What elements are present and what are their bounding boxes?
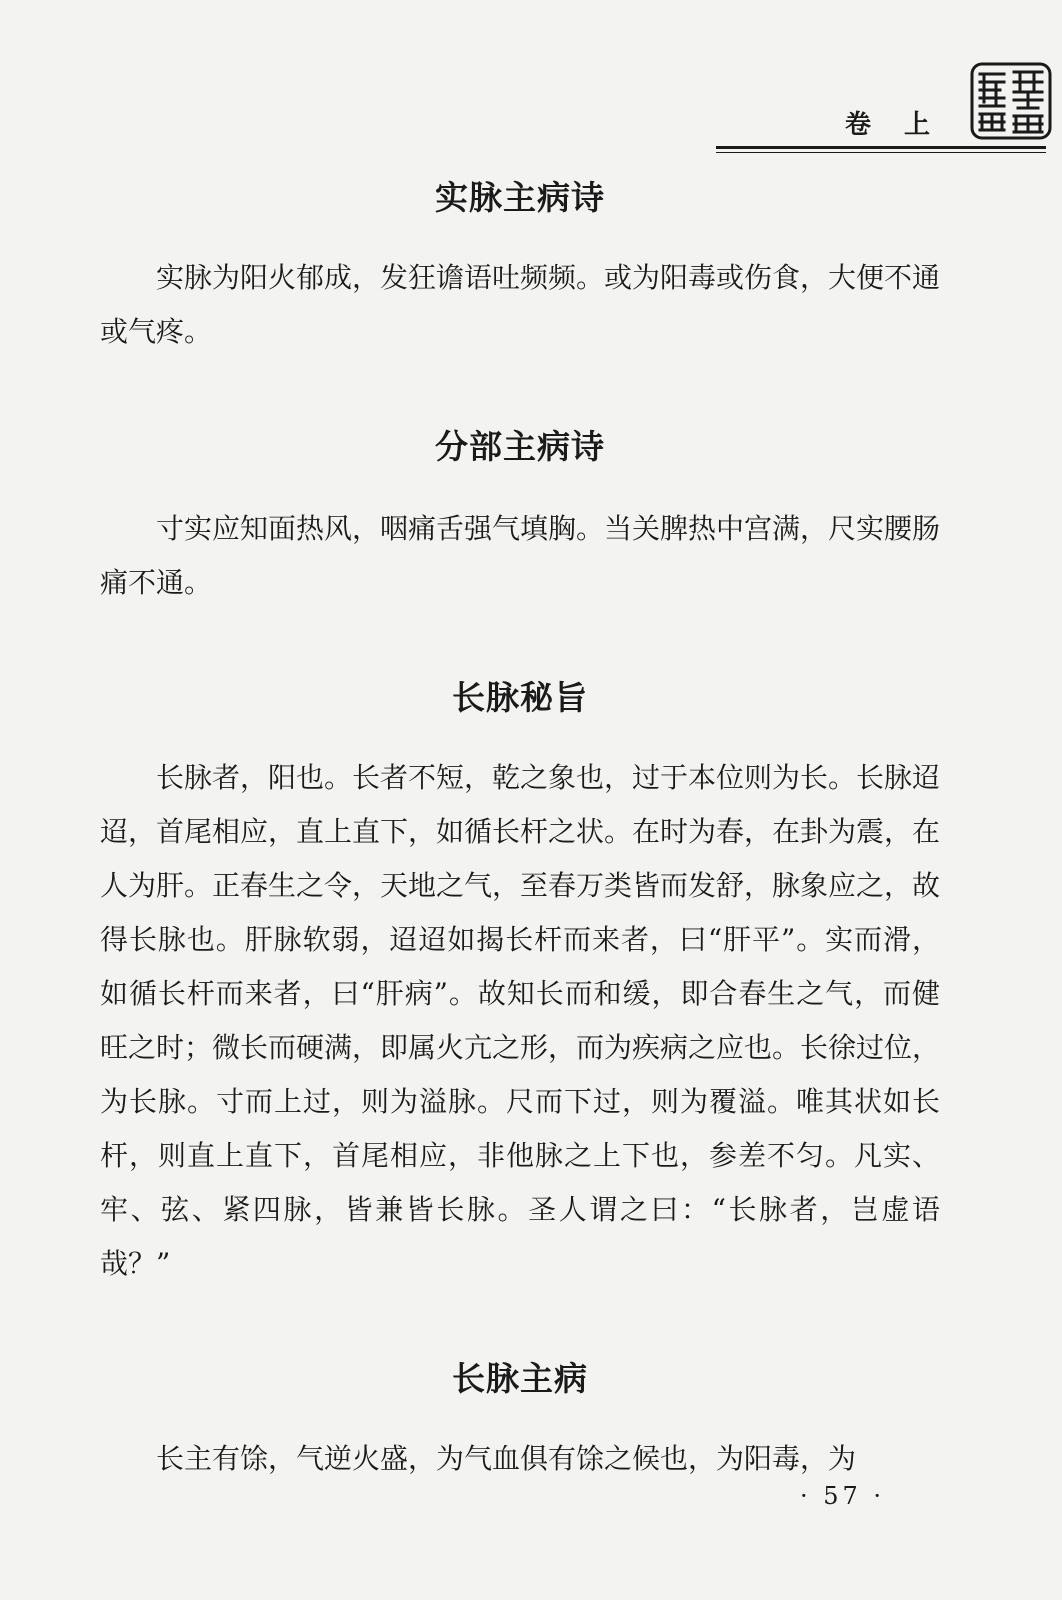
section-paragraph: 实脉为阳火郁成，发狂谵语吐频频。或为阳毒或伤食，大便不通或气疼。: [100, 261, 941, 348]
section-paragraph: 寸实应知面热风，咽痛舌强气填胸。当关脾热中宫满，尺实腰肠痛不通。: [100, 512, 941, 599]
seal-icon: [970, 62, 1052, 140]
section-paragraph: 长主有馀，气逆火盛，为气血俱有馀之候也，为阳毒，为: [156, 1442, 857, 1475]
section-title: 长脉秘旨: [452, 678, 588, 717]
chapter-label: 卷 上: [844, 110, 942, 140]
header-rule: [716, 146, 1046, 149]
section-title: 分部主病诗: [435, 427, 605, 466]
page-header: [0, 0, 1062, 160]
header-rule-thin: [716, 152, 1046, 153]
page-number: · 57 ·: [800, 1482, 886, 1510]
page-content: [100, 168, 940, 1486]
section-title: 长脉主病: [452, 1359, 588, 1398]
section-paragraph: 长脉者，阳也。长者不短，乾之象也，过于本位则为长。长脉迢迢，首尾相应，直上直下，如循长杆之状。在时为春，在卦为震，在人为肝。正春生之令，天地之气，至春万类皆而发舒，脉象应之，故得长脉也。肝脉软弱，迢迢如揭长杆而来者，曰“肝平”。实而滑，如循长杆而来者，曰“肝病”。故知长而和缓，即合春生之气，而健旺之时；微长而硬满，即属火亢之形，而为疾病之应也。长徐过位，为长脉。寸而上过，则为溢脉。尺而下过，则为覆溢。唯其状如长杆，则直上直下，首尾相应，非他脉之上下也，参差不匀。凡实、牢、弦、紧四脉，皆兼皆长脉。圣人谓之曰：“长脉者，岂虚语哉？”: [100, 761, 941, 1280]
section-title: 实脉主病诗: [435, 178, 605, 217]
